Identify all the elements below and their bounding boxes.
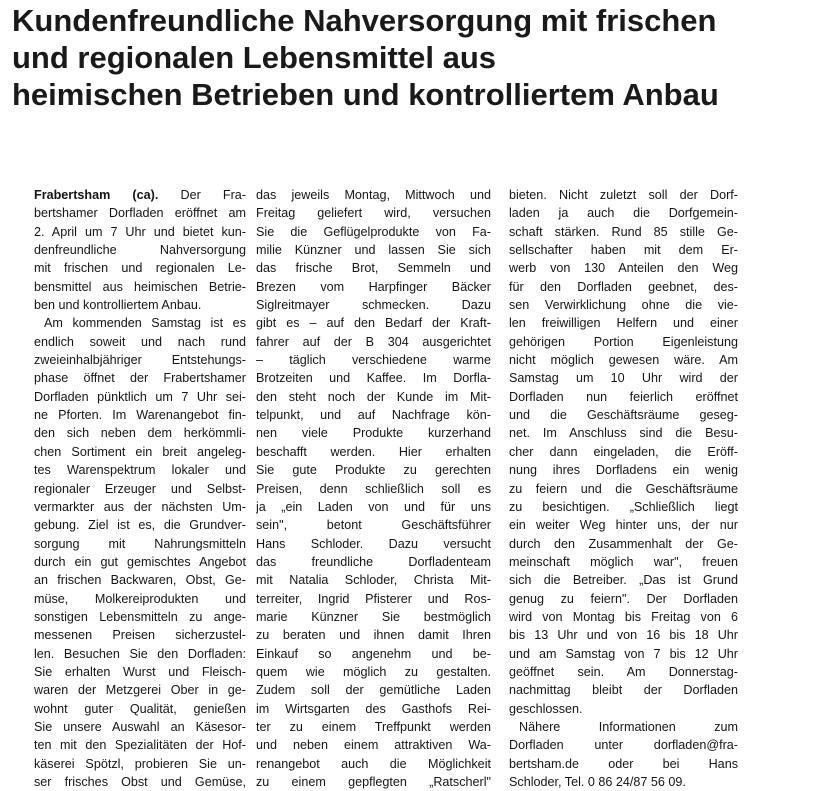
text-line: nicht möglich gewesen wäre. Am	[509, 353, 738, 368]
text-line: Schloder, Tel. 0 86 24/87 56 09.	[509, 775, 686, 789]
text-line: durch ein gut gemischtes Angebot	[34, 554, 246, 569]
article-column-2	[256, 186, 491, 791]
text-line: – täglich verschiedene warme	[256, 353, 491, 368]
text-line: müse, Molkereiprodukten und	[34, 591, 246, 606]
text-line: tes Warenspektrum lokaler und	[34, 463, 246, 478]
text-line: zu besichtigen. „Schließlich liegt	[509, 499, 738, 514]
text-line: waren der Metzgerei Ober in ge-	[34, 683, 246, 698]
text-line: cher dann eingeladen, die Eröff-	[509, 444, 738, 459]
text-line: das freundliche Dorfladenteam	[256, 554, 491, 569]
text-line: meinschaft möglich war", freuen	[509, 554, 738, 569]
text-line: schaft stärken. Rund 85 stille Ge-	[509, 224, 738, 239]
text-line: ein weiter Weg hinter uns, der nur	[509, 518, 738, 533]
article-headline	[12, 2, 830, 113]
text-line: nung ihres Dorfladens ein wenig	[509, 463, 738, 478]
text-line: regionaler Erzeuger und Selbst-	[34, 481, 246, 496]
text-line: für den Dorfladen geebnet, des-	[509, 279, 738, 294]
text-line: zu einem gepflegten „Ratscherl"	[256, 775, 491, 789]
text-line-content: Der Fra-	[180, 188, 246, 202]
text-line: und neben einem attraktiven Wa-	[256, 738, 491, 753]
text-line: ja „ein Laden von und für uns	[256, 499, 491, 514]
text-line: Hans Schloder. Dazu versucht	[256, 536, 491, 551]
text-line: fahrer auf der B 304 ausgerichtet	[256, 334, 491, 349]
text-line: phase öffnet der Frabertshamer	[34, 371, 246, 386]
text-line: wohnt guter Qualität, genießen	[34, 701, 246, 716]
text-line: mit Natalia Schloder, Christa Mit-	[256, 573, 491, 588]
text-line: Sie erhalten Wurst und Fleisch-	[34, 664, 246, 679]
text-line: sich die Betreiber. „Das ist Grund	[509, 573, 738, 588]
text-line: Dorfladen pünktlich um 7 Uhr sei-	[34, 389, 246, 404]
text-line: net. Im Anschluss sind die Besu-	[509, 426, 738, 441]
headline-line: Kundenfreundliche Nahversorgung mit frischen	[12, 3, 717, 38]
text-line: quem wie möglich zu gestalten.	[256, 664, 491, 679]
text-line: mit frischen und regionalen Le-	[34, 261, 246, 276]
text-line: Siglreitmayer schmecken. Dazu	[256, 298, 491, 313]
text-line: käserei Spötzl, probieren Sie un-	[34, 756, 246, 771]
text-line: Brezen vom Harpfinger Bäcker	[256, 279, 491, 294]
text-line	[34, 186, 246, 204]
text-line: telpunkt, und auf Nachfrage kön-	[256, 408, 491, 423]
text-line: beschafft werden. Hier erhalten	[256, 444, 491, 459]
text-line: durch den Zusammenhalt der Ge-	[509, 536, 738, 551]
text-line: Dorfladen unter dorfladen@fra-	[509, 738, 738, 753]
text-line: den sich neben dem herkömmli-	[34, 426, 246, 441]
article-column-1	[34, 186, 246, 791]
text-line: bertsham.de oder bei Hans	[509, 756, 738, 771]
text-line: bieten. Nicht zuletzt soll der Dorf-	[509, 188, 738, 202]
text-line: Freitag geliefert wird, versuchen	[256, 206, 491, 221]
text-line: Nähere Informationen zum	[519, 719, 738, 734]
text-line: endlich soweit und nach rund	[34, 334, 246, 349]
text-line: Samstag um 10 Uhr wird der	[509, 371, 738, 386]
text-line: milie Künzner und lassen Sie sich	[256, 243, 491, 258]
text-line: im Wirtsgarten des Gasthofs Rei-	[256, 701, 491, 716]
text-line: sorgung mit Nahrungsmitteln	[34, 536, 246, 551]
headline-line: heimischen Betrieben und kontrolliertem Anbau	[12, 77, 719, 112]
text-line: len. Besuchen Sie den Dorfladen:	[34, 646, 246, 661]
text-line: Einkauf so angenehm und be-	[256, 646, 491, 661]
text-line: ter zu einem Treffpunkt werden	[256, 719, 491, 734]
text-line: das frische Brot, Semmeln und	[256, 261, 491, 276]
text-line: 2. April um 7 Uhr und bietet kun-	[34, 224, 246, 239]
text-line: gibt es – auf den Bedarf der Kraft-	[256, 316, 491, 331]
text-line: werb von 130 Anteilen den Weg	[509, 261, 738, 276]
text-line: sein", betont Geschäftsführer	[256, 518, 491, 533]
text-line: den steht noch der Kunde im Mit-	[256, 389, 491, 404]
headline-line: und regionalen Lebensmittel aus	[12, 40, 497, 75]
text-line: sonstigen Lebensmitteln zu ange-	[34, 609, 246, 624]
text-line: nachmittag bleibt der Dorfladen	[509, 683, 738, 698]
text-line: wird von Montag bis Freitag von 6	[509, 609, 738, 624]
text-line: genug zu feiern". Der Dorfladen	[509, 591, 738, 606]
text-line: laden ja auch die Dorfgemein-	[509, 206, 738, 221]
text-line: Sie unsere Auswahl an Käsesor-	[34, 719, 246, 734]
text-line: bertshamer Dorfladen eröffnet am	[34, 206, 246, 221]
text-line: sellschafter haben mit dem Er-	[509, 243, 738, 258]
text-line: zu beraten und ihnen damit Ihren	[256, 628, 491, 643]
text-line: Dorfladen nun feierlich eröffnet	[509, 389, 738, 404]
text-line: Preisen, denn schließlich soll es	[256, 481, 491, 496]
text-line: marie Künzner Sie bestmöglich	[256, 609, 491, 624]
text-line: nen viele Produkte kurzerhand	[256, 426, 491, 441]
text-line: geschlossen.	[509, 701, 583, 716]
text-line: vermarkter aus der nächsten Um-	[34, 499, 246, 514]
text-line: denfreundliche Nahversorgung	[34, 243, 246, 258]
text-line: an frischen Backwaren, Obst, Ge-	[34, 573, 246, 588]
text-line: und am Samstag von 7 bis 12 Uhr	[509, 646, 738, 661]
text-line: und die Geschäftsräume geseg-	[509, 408, 738, 423]
text-line: Brotzeiten und Kaffee. Im Dorfla-	[256, 371, 491, 386]
text-line: gebung. Ziel ist es, die Grundver-	[34, 518, 246, 533]
text-line: chen Sortiment ein breit angeleg-	[34, 444, 246, 459]
text-line: ne Pforten. Im Warenangebot fin-	[34, 408, 246, 423]
text-line: zu feiern und die Geschäftsräume	[509, 481, 738, 496]
text-line: ten mit den Spezialitäten der Hof-	[34, 738, 246, 753]
text-line: geöffnet sein. Am Donnerstag-	[509, 664, 738, 679]
text-line: ben und kontrolliertem Anbau.	[34, 298, 202, 313]
text-line: zweieinhalbjähriger Entstehungs-	[34, 353, 246, 368]
text-line: das jeweils Montag, Mittwoch und	[256, 188, 491, 202]
text-line: Am kommenden Samstag ist es	[44, 316, 246, 331]
dateline: Frabertsham (ca).	[34, 188, 159, 202]
text-line: renangebot auch die Möglichkeit	[256, 756, 491, 771]
text-line: bis 13 Uhr und von 16 bis 18 Uhr	[509, 628, 738, 643]
text-line: Sie gute Produkte zu gerechten	[256, 463, 491, 478]
text-line: ser frisches Obst und Gemüse,	[34, 775, 246, 789]
article-column-3	[509, 186, 738, 791]
text-line: gehörigen Portion Eigenleistung	[509, 334, 738, 349]
text-line: bensmittel aus heimischen Betrie-	[34, 279, 246, 294]
text-line: sen Verwirklichung ohne die vie-	[509, 298, 738, 313]
text-line: Sie die Geflügelprodukte von Fa-	[256, 224, 491, 239]
text-line: len freiwilligen Helfern und einer	[509, 316, 738, 331]
text-line: messenen Preisen sicherzustel-	[34, 628, 246, 643]
text-line: Zudem soll der gemütliche Laden	[256, 683, 491, 698]
text-line: terreiter, Ingrid Pfisterer und Ros-	[256, 591, 491, 606]
